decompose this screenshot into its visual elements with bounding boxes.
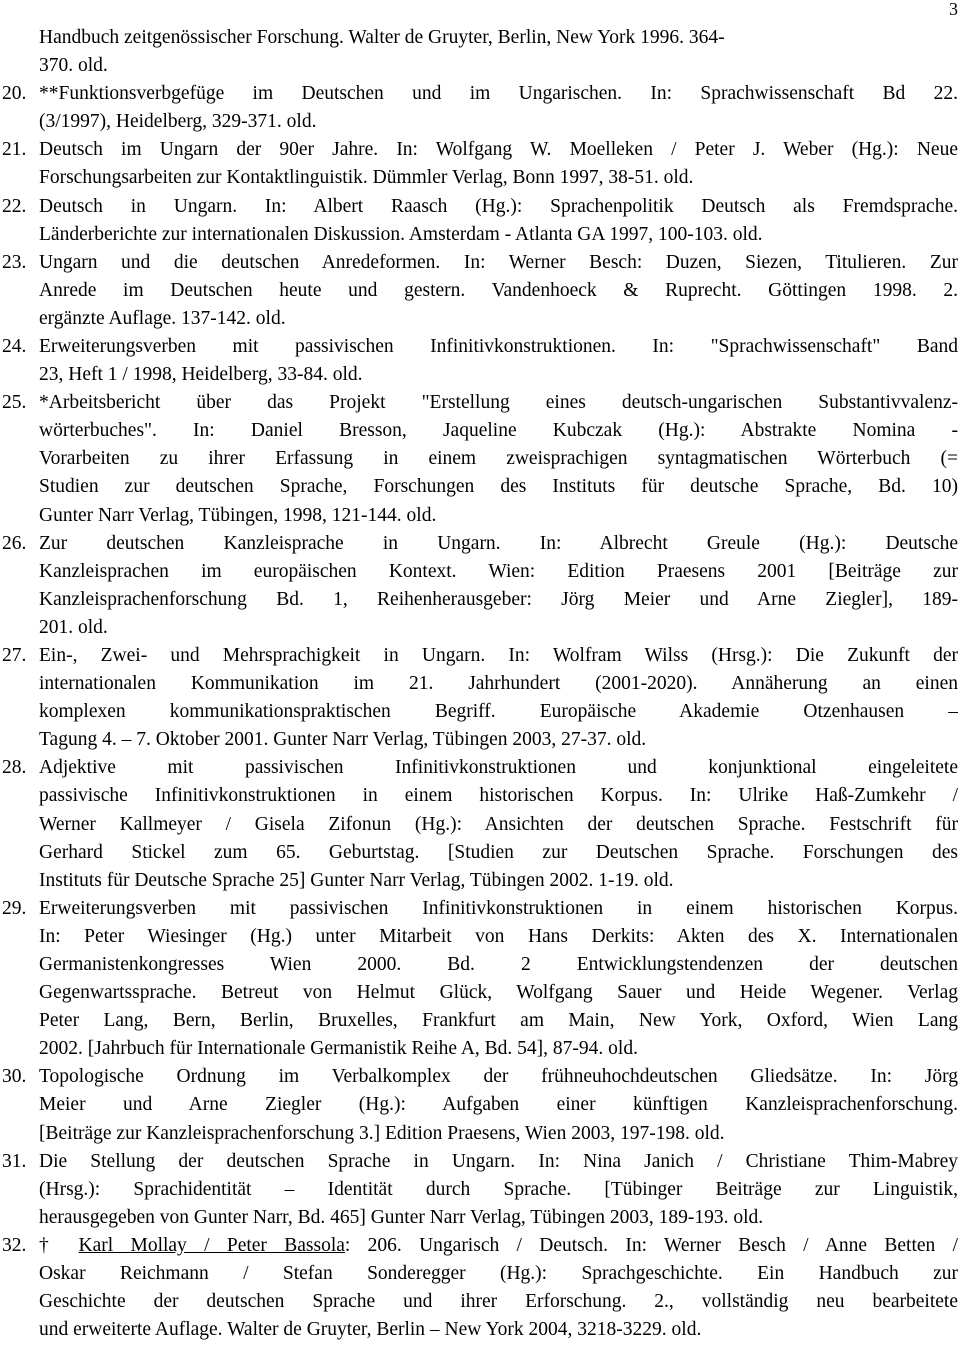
bibliography-line xyxy=(0,867,960,895)
bibliography-line xyxy=(0,670,960,698)
bibliography-line xyxy=(0,1091,960,1119)
line-body: wörterbuches". In: Daniel Bresson, Jaqueline Kubczak (Hg.): Abstrakte Nomina - xyxy=(39,420,958,442)
bibliography-line xyxy=(0,839,960,867)
line-body: Deutsch in Ungarn. In: Albert Raasch (Hg.): Sprachenpolitik Deutsch als Fremdsprache. xyxy=(39,195,958,217)
line-body: Zur deutschen Kanzleisprache in Ungarn. In: Albrecht Greule (Hg.): Deutsche xyxy=(39,532,958,554)
line-body: Oskar Reichmann / Stefan Sonderegger (Hg.): Sprachgeschichte. Ein Handbuch zur xyxy=(39,1262,958,1284)
line-body: Tagung 4. – 7. Oktober 2001. Gunter Narr Verlag, Tübingen 2003, 27-37. old. xyxy=(39,729,647,751)
line-text xyxy=(39,136,958,164)
bibliography-line xyxy=(0,417,960,445)
line-body: internationalen Kommunikation im 21. Jahrhundert (2001-2020). Annäherung an einen xyxy=(39,673,958,695)
bibliography-entry-start xyxy=(0,249,960,277)
line-text xyxy=(39,333,958,361)
line-body: **Funktionsverbgefüge im Deutschen und im Ungarischen. In: Sprachwissenschaft Bd 22. xyxy=(39,83,958,105)
line-text xyxy=(39,811,958,839)
line-body: Länderberichte zur internationalen Diskussion. Amsterdam - Atlanta GA 1997, 100-103. old. xyxy=(39,223,763,245)
bibliography-entry-start xyxy=(0,642,960,670)
line-body: 370. old. xyxy=(39,55,108,77)
line-body: und erweiterte Auflage. Walter de Gruyter, Berlin – New York 2004, 3218-3229. old. xyxy=(39,1319,702,1341)
line-body: 2002. [Jahrbuch für Internationale Germanistik Reihe A, Bd. 54], 87-94. old. xyxy=(39,1038,638,1060)
line-body: Ungarn und die deutschen Anredeformen. In: Werner Besch: Duzen, Siezen, Titulieren. Zur xyxy=(39,251,958,273)
line-text xyxy=(39,164,958,192)
bibliography-line xyxy=(0,1288,960,1316)
line-body: Topologische Ordnung im Verbalkomplex der frühneuhochdeutschen Gliedsätze. In: Jörg xyxy=(39,1066,958,1088)
bibliography-entry-start xyxy=(0,895,960,923)
bibliography-line xyxy=(0,1316,960,1344)
bibliography-line xyxy=(0,1176,960,1204)
bibliography-line xyxy=(0,361,960,389)
bibliography-line xyxy=(0,24,960,52)
bibliography-line xyxy=(0,108,960,136)
line-text xyxy=(39,1316,958,1344)
entry-number: 27. xyxy=(2,644,27,666)
line-text xyxy=(39,558,958,586)
line-body: Deutsch im Ungarn der 90er Jahre. In: Wolfgang W. Moelleken / Peter J. Weber (Hg.): Neue xyxy=(39,139,958,161)
line-body: Vorarbeiten zu ihrer Erfassung in einem zweisprachigen syntagmatischen Wörterbuch (= xyxy=(39,448,958,470)
line-text xyxy=(39,1035,958,1063)
bibliography-entry-start xyxy=(0,1232,960,1260)
bibliography-line xyxy=(0,305,960,333)
bibliography-entry-start xyxy=(0,754,960,782)
bibliography-entry-start xyxy=(0,389,960,417)
line-body: (Hrsg.): Sprachidentität – Identität durch Sprache. [Tübinger Beiträge zur Linguistik, xyxy=(39,1178,958,1200)
line-text xyxy=(39,249,958,277)
line-text xyxy=(39,895,958,923)
entry-number: 28. xyxy=(2,757,27,779)
line-text xyxy=(39,417,958,445)
line-text xyxy=(39,782,958,810)
bibliography-line xyxy=(0,586,960,614)
line-body: Erweiterungsverben mit passivischen Infinitivkonstruktionen in einem historischen Korpus. xyxy=(39,897,958,919)
line-body: Adjektive mit passivischen Infinitivkonstruktionen und konjunktional eingeleitete xyxy=(39,757,958,779)
bibliography-line xyxy=(0,164,960,192)
line-body: Die Stellung der deutschen Sprache in Ungarn. In: Nina Janich / Christiane Thim-Mabrey xyxy=(39,1150,958,1172)
bibliography-entry-start xyxy=(0,333,960,361)
bibliography-line xyxy=(0,473,960,501)
line-text xyxy=(39,277,958,305)
entry-number: 23. xyxy=(2,251,27,273)
bibliography-line xyxy=(0,811,960,839)
line-text xyxy=(39,305,958,333)
bibliography-entry-start xyxy=(0,1148,960,1176)
bibliography-line xyxy=(0,445,960,473)
entry-number: 32. xyxy=(2,1234,27,1256)
bibliography-line xyxy=(0,1260,960,1288)
line-body: herausgegeben von Gunter Narr, Bd. 465] Gunter Narr Verlag, Tübingen 2003, 189-193. old. xyxy=(39,1206,764,1228)
bibliography-line xyxy=(0,52,960,80)
bibliography-line xyxy=(0,1204,960,1232)
line-text xyxy=(39,1120,958,1148)
line-text xyxy=(39,1091,958,1119)
line-text xyxy=(39,530,958,558)
line-body: Gerhard Stickel zum 65. Geburtstag. [Studien zur Deutschen Sprache. Forschungen des xyxy=(39,841,958,863)
line-text xyxy=(39,1260,958,1288)
bibliography-entry-start xyxy=(0,530,960,558)
line-body: Peter Lang, Bern, Berlin, Bruxelles, Frankfurt am Main, New York, Oxford, Wien Lang xyxy=(39,1010,958,1032)
line-text xyxy=(39,389,958,417)
line-text xyxy=(39,951,958,979)
entry-number: 20. xyxy=(2,83,27,105)
line-text xyxy=(39,1232,958,1260)
underlined-authors: Karl Mollay / Peter Bassola xyxy=(78,1234,345,1256)
entry-number: 24. xyxy=(2,335,27,357)
entry-number: 26. xyxy=(2,532,27,554)
line-body: Kanzleisprachenforschung Bd. 1, Reihenherausgeber: Jörg Meier und Arne Ziegler], 189- xyxy=(39,588,958,610)
line-text xyxy=(39,80,958,108)
bibliography-line xyxy=(0,951,960,979)
line-body: passivische Infinitivkonstruktionen in einem historischen Korpus. In: Ulrike Haß-Zumkehr / xyxy=(39,785,958,807)
line-body: Handbuch zeitgenössischer Forschung. Walter de Gruyter, Berlin, New York 1996. 364- xyxy=(39,27,725,48)
line-body: Kanzleisprachen im europäischen Kontext. Wien: Edition Praesens 2001 [Beiträge zur xyxy=(39,560,958,582)
bibliography-line xyxy=(0,782,960,810)
line-text xyxy=(39,839,958,867)
line-body: In: Peter Wiesinger (Hg.) unter Mitarbeit von Hans Derkits: Akten des X. Internationalen xyxy=(39,925,958,947)
line-text xyxy=(39,867,958,895)
bibliography-line xyxy=(0,277,960,305)
line-text xyxy=(39,361,958,389)
line-text xyxy=(39,1063,958,1091)
line-body: Anrede im Deutschen heute und gestern. Vandenhoeck & Ruprecht. Göttingen 1998. 2. xyxy=(39,279,958,301)
line-body: Geschichte der deutschen Sprache und ihrer Erforschung. 2., vollständig neu bearbeitete xyxy=(39,1291,958,1313)
bibliography-entry-start xyxy=(0,136,960,164)
line-text xyxy=(39,445,958,473)
line-text xyxy=(39,502,958,530)
line-text xyxy=(39,1204,958,1232)
bibliography-line xyxy=(0,698,960,726)
line-body: : 206. Ungarisch / Deutsch. In: Werner Besch / Anne Betten / xyxy=(344,1234,958,1256)
bibliography-line xyxy=(0,1120,960,1148)
line-text xyxy=(39,642,958,670)
line-body: Gegenwartssprache. Betreut von Helmut Glück, Wolfgang Sauer und Heide Wegener. Verlag xyxy=(39,982,958,1004)
bibliography-entry-start xyxy=(0,193,960,221)
line-body: (3/1997), Heidelberg, 329-371. old. xyxy=(39,111,317,133)
bibliography-line xyxy=(0,726,960,754)
line-text xyxy=(39,614,958,642)
bibliography-line xyxy=(0,221,960,249)
line-text xyxy=(39,754,958,782)
bibliography-entry-start xyxy=(0,80,960,108)
line-body: Meier und Arne Ziegler (Hg.): Aufgaben einer künftigen Kanzleisprachenforschung. xyxy=(39,1094,958,1116)
line-text xyxy=(39,726,958,754)
line-text xyxy=(39,221,958,249)
line-body: Forschungsarbeiten zur Kontaktlinguistik. Dümmler Verlag, Bonn 1997, 38-51. old. xyxy=(39,167,694,189)
line-body: 23, Heft 1 / 1998, Heidelberg, 33-84. old. xyxy=(39,364,363,386)
line-text xyxy=(39,923,958,951)
entry-number: 25. xyxy=(2,392,27,414)
line-body: Werner Kallmeyer / Gisela Zifonun (Hg.): Ansichten der deutschen Sprache. Festschrift für xyxy=(39,813,958,835)
line-text xyxy=(39,698,958,726)
line-body: Erweiterungsverben mit passivischen Infinitivkonstruktionen. In: "Sprachwissenschaft" Band xyxy=(39,335,958,357)
entry-number: 30. xyxy=(2,1066,27,1088)
line-text xyxy=(39,670,958,698)
bibliography-line xyxy=(0,1035,960,1063)
line-text xyxy=(39,1176,958,1204)
entry-number: 22. xyxy=(2,195,27,217)
line-body: Instituts für Deutsche Sprache 25] Gunter Narr Verlag, Tübingen 2002. 1-19. old. xyxy=(39,869,674,891)
line-body: [Beiträge zur Kanzleisprachenforschung 3.] Edition Praesens, Wien 2003, 197-198. old. xyxy=(39,1122,725,1144)
line-text xyxy=(39,108,958,136)
line-text xyxy=(39,473,958,501)
line-body: Germanistenkongresses Wien 2000. Bd. 2 Entwicklungstendenzen der deutschen xyxy=(39,953,958,975)
line-text xyxy=(39,193,958,221)
bibliography-entry-start xyxy=(0,1063,960,1091)
bibliography-line xyxy=(0,1007,960,1035)
line-text xyxy=(39,1288,958,1316)
line-body: Ein-, Zwei- und Mehrsprachigkeit in Ungarn. In: Wolfram Wilss (Hrsg.): Die Zukunft der xyxy=(39,644,958,666)
line-body: *Arbeitsbericht über das Projekt "Erstellung eines deutsch-ungarischen Substantivvalenz- xyxy=(39,392,958,414)
entry-number: 21. xyxy=(2,139,27,161)
bibliography-line xyxy=(0,979,960,1007)
entry-number: 29. xyxy=(2,897,27,919)
line-text xyxy=(39,24,958,52)
bibliography-line xyxy=(0,558,960,586)
line-text xyxy=(39,586,958,614)
bibliography-line xyxy=(0,502,960,530)
entry-number: 31. xyxy=(2,1150,27,1172)
bibliography-line xyxy=(0,614,960,642)
line-body: ergänzte Auflage. 137-142. old. xyxy=(39,307,286,329)
line-text xyxy=(39,979,958,1007)
line-text xyxy=(39,1148,958,1176)
bibliography-line xyxy=(0,923,960,951)
line-body: komplexen kommunikationspraktischen Begriff. Europäische Akademie Otzenhausen – xyxy=(39,701,958,723)
line-text xyxy=(39,52,958,80)
line-body: 201. old. xyxy=(39,616,108,638)
page-number: 3 xyxy=(949,0,958,19)
line-body: Studien zur deutschen Sprache, Forschungen des Instituts für deutsche Sprache, Bd. 10) xyxy=(39,476,958,498)
dagger-mark: † xyxy=(39,1234,79,1256)
line-text xyxy=(39,1007,958,1035)
line-body: Gunter Narr Verlag, Tübingen, 1998, 121-144. old. xyxy=(39,504,437,526)
